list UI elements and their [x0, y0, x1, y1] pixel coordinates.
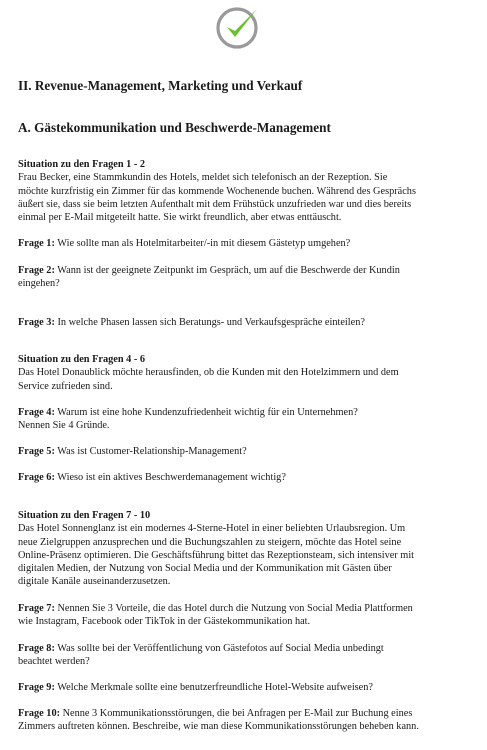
situation-7-10: [18, 509, 474, 589]
main-heading: II. Revenue-Management, Marketing und Verkauf: [18, 78, 303, 93]
question-1: [18, 237, 474, 250]
question-text: wie Instagram, Facebook oder TikTok in der Gästekommunikation hat.: [18, 616, 311, 628]
question-9: [18, 681, 474, 694]
question-7: [18, 602, 474, 629]
situation-line: Service zufrieden sind.: [18, 380, 113, 392]
situation-title: Situation zu den Fragen 1 - 2: [18, 159, 146, 170]
situation-line: Frau Becker, eine Stammkundin des Hotels, meldet sich telefonisch an der Rezeption. Sie: [18, 172, 388, 184]
situation-line: Das Hotel Sonnenglanz ist ein modernes 4-Sterne-Hotel in einer beliebten Urlaubsregion. Um: [18, 523, 406, 535]
question-2: [18, 264, 474, 291]
question-label: Frage 7:: [18, 603, 55, 614]
question-text: Welche Merkmale sollte eine benutzerfreundliche Hotel-Website aufweisen?: [57, 682, 373, 693]
question-8: [18, 642, 474, 669]
question-text: Was ist Customer-Relationship-Management?: [57, 446, 247, 457]
question-text: beachtet werden?: [18, 656, 90, 668]
question-label: Frage 1:: [18, 238, 55, 249]
question-label: Frage 4:: [18, 407, 55, 418]
question-text: Nenne 3 Kommunikationsstörungen, die bei Anfragen per E-Mail zur Buchung eines: [62, 708, 413, 719]
question-text: Was sollte bei der Veröffentlichung von Gästefotos auf Social Media unbedingt: [57, 643, 384, 654]
question-label: Frage 2:: [18, 265, 55, 276]
question-text: Wieso ist ein aktives Beschwerdemanagement wichtig?: [57, 472, 286, 483]
question-3: [18, 316, 474, 329]
question-text: Zimmers auftreten können. Beschreibe, wie man diese Kommunikationsstörungen beheben kann.: [18, 721, 419, 733]
question-text: Nennen Sie 4 Gründe.: [18, 420, 110, 432]
question-text: eingehen?: [18, 278, 60, 290]
question-4: [18, 406, 474, 433]
situation-line: Das Hotel Donaublick möchte herausfinden, ob die Kunden mit den Hotelzimmern und dem: [18, 367, 399, 379]
sub-heading: A. Gästekommunikation und Beschwerde-Management: [18, 120, 331, 135]
situation-line: einmal per E-Mail mitgeteilt hatte. Sie wirkt freundlich, aber etwas enttäuscht.: [18, 212, 342, 224]
question-5: [18, 445, 474, 458]
question-10: [18, 707, 474, 734]
situation-title: Situation zu den Fragen 4 - 6: [18, 354, 146, 365]
question-text: Wann ist der geeignete Zeitpunkt im Gespräch, um auf die Beschwerde der Kundin: [57, 265, 400, 276]
situation-4-6: [18, 353, 474, 393]
situation-line: digitale Kanäle auseinanderzusetzen.: [18, 576, 171, 588]
question-label: Frage 10:: [18, 708, 61, 719]
question-text: Warum ist eine hohe Kundenzufriedenheit wichtig für ein Unternehmen?: [57, 407, 358, 418]
situation-line: digitalen Medien, der Nutzung von Social Media und der Kommunikation mit Gästen über: [18, 563, 392, 575]
question-label: Frage 5:: [18, 446, 55, 457]
situation-line: äußert sie, dass sie beim letzten Aufenthalt mit dem Frühstück unzufrieden war und dies bereits: [18, 198, 412, 210]
question-text: In welche Phasen lassen sich Beratungs- und Verkaufsgespräche einteilen?: [57, 317, 365, 328]
situation-line: neue Zielgruppen anzusprechen und die Buchungszahlen zu steigern, möchte das Hotel seine: [18, 536, 402, 548]
question-text: Nennen Sie 3 Vorteile, die das Hotel durch die Nutzung von Social Media Plattformen: [57, 603, 413, 614]
situation-line: möchte kurzfristig ein Zimmer für das kommende Wochenende buchen. Während des Gesprächs: [18, 185, 416, 197]
question-6: [18, 471, 474, 484]
question-label: Frage 3:: [18, 317, 55, 328]
checkmark-circle-icon: [213, 3, 267, 51]
question-label: Frage 9:: [18, 682, 55, 693]
question-text: Wie sollte man als Hotelmitarbeiter/-in mit diesem Gästetyp umgehen?: [57, 238, 351, 249]
situation-1-2: [18, 158, 474, 224]
question-label: Frage 6:: [18, 472, 55, 483]
question-label: Frage 8:: [18, 643, 55, 654]
situation-title: Situation zu den Fragen 7 - 10: [18, 510, 151, 521]
situation-line: Online-Präsenz optimieren. Die Geschäftsführung bittet das Rezeptionsteam, sich intensiver mit: [18, 549, 415, 561]
